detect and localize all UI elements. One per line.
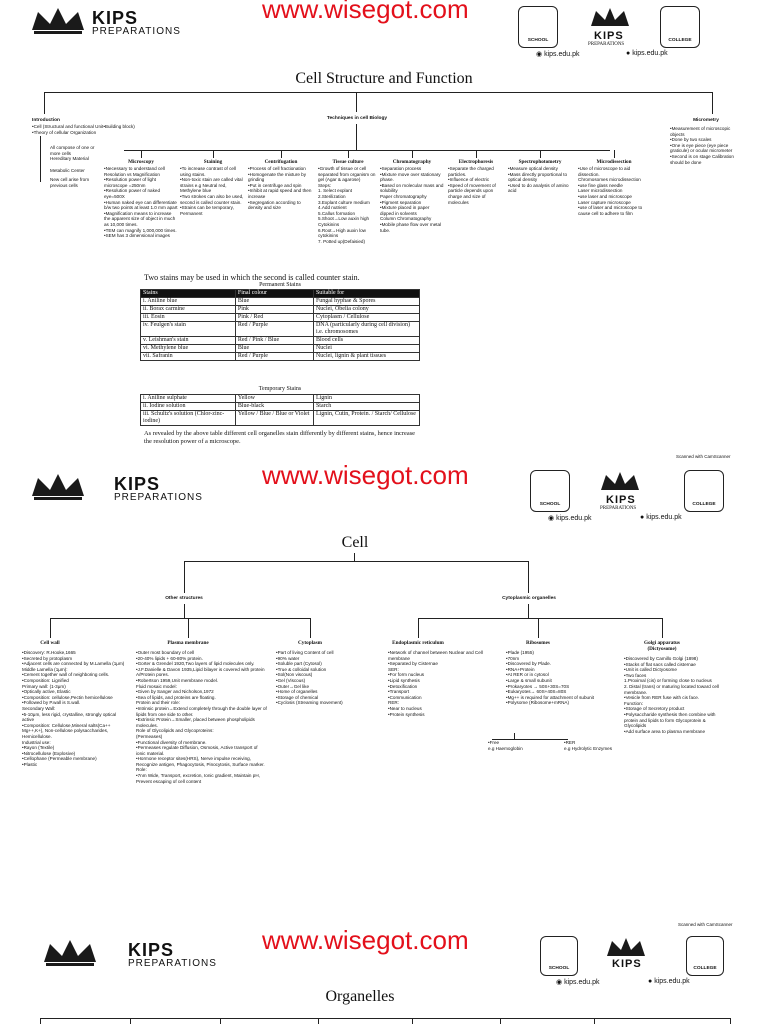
table-row — [141, 306, 420, 314]
technique-text: •Measure optical density •Mass directly proportional to optical density •Used to do analysis of amino acid — [508, 166, 569, 194]
tree-line — [662, 618, 663, 638]
organelle-text: •Discovery: R.Hooke,1665 •Secreted by protoplasm •Adjacent cells are connected by M.Lamella (1μm) Middle Lamella (1μm): •Cement together wall of neighboring cells. •Composition: Lignified Primary wall: (1-3μm) •Optically active, Elastic •Composition: cellulose,Pectin hemicellulose •Followed by P.wall is S.wall. Secondary Wall: •5-10μm, less rigid, crystalline, strongly optical active •Composition: Cellulose,Mineral salts(Ca++ Mg++,K+), Non-cellulose polysaccharides, Hemicellulose. Industrial use: •Rayon (Textile) •Nitrocellulose (Explosive) •Cellophane (Permeable membrane) •Plastic — [22, 650, 125, 767]
brand-name: KIPS — [128, 940, 175, 960]
tree-line — [412, 1018, 413, 1024]
table-cell: v. Leishman's stain — [141, 337, 236, 345]
watermark-url[interactable]: www.wisegot.com — [262, 460, 469, 490]
organelle-heading: Cell wall — [40, 640, 60, 646]
other-structures-heading: Other structures — [165, 596, 203, 601]
table-cell: Blood cells — [313, 337, 419, 345]
table-header-cell: Stains — [141, 290, 236, 298]
ribosome-rer: •RER e.g Hydrolytic Enzymes — [564, 740, 612, 751]
tree-line — [40, 1018, 41, 1024]
table-row — [141, 337, 420, 345]
table-cell: Nuclei, Obelia colony — [313, 306, 419, 314]
tree-line — [354, 553, 355, 561]
page1-title: Cell Structure and Function — [295, 70, 473, 87]
site-link-2[interactable]: ● kips.edu.pk — [640, 514, 682, 521]
tree-line — [418, 618, 662, 619]
technique-text: •Separate the charged particles. •Influence of electric •Speed of movement of particle depends upon charge and size of molecules — [448, 166, 496, 205]
table-cell: Red / Purple — [235, 322, 313, 337]
kips-crown-logo — [598, 470, 642, 494]
tree-line — [318, 1018, 319, 1024]
temporary-stains-caption: Temporary Stains — [258, 386, 302, 392]
tree-line — [528, 604, 529, 618]
brand-mini-sub: PREPARATIONS — [588, 42, 625, 47]
table-cell: Blue — [235, 345, 313, 353]
table-cell: iv. Feulgen's stain — [141, 322, 236, 337]
techniques-heading: Techniques in cell Biology — [326, 116, 388, 121]
table-cell: Lignin — [313, 395, 419, 403]
tree-line — [130, 1018, 131, 1024]
intro-item: Hereditary Material — [50, 156, 89, 161]
brand-sub: PREPARATIONS — [114, 492, 203, 503]
table-row — [141, 314, 420, 322]
table-cell: Nuclei, lignin & plant tissues — [313, 353, 419, 361]
tree-line — [44, 92, 712, 93]
site-link-2[interactable]: ● kips.edu.pk — [626, 50, 668, 57]
organelle-text: •Outer most boundary of cell •20-40% lipids + 60-80% protein. •Gorter & Grendel 1920,Two layers of lipid molecules only. •J.F.Danielle & Davon 1935,Lipid bilayer is covered with protein A/Protein pores. •Robertson 1959,Unit membrane model. Fluid mosaic model: •Given by Sanger and Nicholson,1972 •Sea of lipids, and proteins are floating. Protein and their role: •Intrinsic protein→Extend completely through the double layer of lipids from one side to other. •Extrinsic Protein→Smaller, placed between phospholipids molecules. Role of Glycolipids and Glycoproteins: (Permeases) •Functional diversity of membrane. •Permeases regulate Diffusion, Osmosis, Active transport of ionic material. •Hormone receptor sites(HRS), Nerve impulse receiving, Recognize antigen, Phagocytosis, Pinocytosis, Surface marker. Role: •7nm Wide, Transport, excretion, Ionic gradient, Maintain pH, Prevent escaping of cell content — [136, 650, 267, 784]
table-cell: Red / Pink / Blue — [235, 337, 313, 345]
technique-heading: Electrophoresis — [458, 159, 494, 165]
micrometry-heading: Micrometry — [693, 118, 719, 123]
intro-text: •Cell (Structural and functional Unit•Building block) •Theory of cellular Organization — [32, 124, 135, 135]
ribosome-free: •Free e.g Haemoglobin — [488, 740, 523, 751]
permanent-stains-table — [140, 289, 420, 361]
kips-crown-logo — [588, 6, 632, 30]
brand-mini: KIPS — [612, 958, 642, 970]
table-cell: Yellow — [235, 395, 313, 403]
facebook-icon: ● — [640, 514, 647, 521]
tree-line — [50, 618, 51, 638]
table-cell: Yellow / Blue / Blue or Violet — [235, 411, 313, 426]
technique-text: •Use of microscope to aid dissection. Chromosomes microdissection •use fine glass needle Laser microdissection •use laser and microscope Laser capture microscope •use of laser and microscope to cause cell to adhere to film — [578, 166, 643, 216]
technique-text: •Separation process •Mixture move over stationary phase. •Based on molecular mass and solubility Paper chromatography •Pigment separation •Mixture placed in paper dipped in solvents Column Chromatography •Mobile phase flow over metal tube. — [380, 166, 444, 233]
table-cell: Nuclei — [313, 345, 419, 353]
web-icon: ◉ — [556, 979, 565, 986]
intro-item: Metabolic Center — [50, 168, 85, 173]
tree-line — [44, 92, 45, 114]
page3-title: Organelles — [325, 988, 395, 1005]
tree-line — [540, 150, 541, 158]
brand-sub: PREPARATIONS — [92, 26, 181, 37]
kips-college-crest: COLLEGE — [660, 6, 700, 48]
brand-name: KIPS — [114, 474, 161, 494]
technique-heading: Microscopy — [128, 159, 154, 165]
tree-line — [220, 1018, 221, 1024]
table-header-row — [141, 290, 420, 298]
technique-heading: Chromatography — [392, 159, 432, 165]
table-row — [141, 345, 420, 353]
tree-line — [528, 561, 529, 593]
table-row — [141, 322, 420, 337]
organelle-heading: Cytoplasm — [298, 640, 322, 646]
organelle-text: •Plade (1955) •70nm •Discovered by Plade. •RNA+Protein •At RER or in cytosol •Large & small subunit •Prokaryotes → 50S+30S=70S •Eukaryotes→ 60S+40S=80S •Mg++ is required for attachment of subunit •Polysome (Ribosome+mRNA) — [506, 650, 594, 706]
table-cell: vii. Safranin — [141, 353, 236, 361]
tree-line — [356, 92, 357, 112]
technique-heading: Microdissection — [596, 159, 632, 165]
intro-heading: Introduction — [32, 118, 60, 123]
organelle-heading: Plasma membrane — [167, 640, 209, 646]
kips-crown-logo — [40, 938, 130, 968]
table-cell: ii. Borax carmine — [141, 306, 236, 314]
technique-text: •Growth of tissue or cell separated from organism on gel (Agar & agarose) Steps: 1. Select explant 2.Sterilization 3.Explant culture medium 4.Add nutrient 5.Callus formation 5.Shoot→Low auxin high Cytokinins 6.Root→High auxin low cytokinins 7. Potted up(Defaisied) — [318, 166, 376, 244]
facebook-icon: ● — [626, 50, 633, 57]
web-icon: ◉ — [548, 515, 557, 522]
table-cell: i. Aniline sulphate — [141, 395, 236, 403]
table-header-cell: Suitable for — [313, 290, 419, 298]
micrometry-text: •Measurement of microscopic objects •Done by two scales •One is eye piece (eye piece graticule) or ocular micrometer •Second is on stage Calibration should be done — [670, 126, 734, 165]
tree-line — [213, 150, 214, 158]
tree-line — [594, 1018, 595, 1024]
table-header-cell: Final colour — [235, 290, 313, 298]
tree-line — [730, 1018, 731, 1024]
stain-outro: As revealed by the above table different cell organelles stain differently by different stains, hence increase the resolution power of a microscope. — [144, 430, 416, 445]
technique-heading: Spectrophotometry — [518, 159, 562, 165]
table-cell: Cytoplasm / Cellulose — [313, 314, 419, 322]
kips-college-crest: COLLEGE — [684, 470, 724, 512]
organelle-text: •Part of living Content of cell •90% water •Soluble part (Cytosol) •True & colloidal solution •Sol(Non viscous) •Gel (Viscous) •Outer→Gel like •Home of organelles •Storage of chemical •Cyclosis (Streaming movement) — [276, 650, 343, 706]
brand-sub: PREPARATIONS — [128, 958, 217, 969]
kips-school-crest: SCHOOL — [530, 470, 570, 512]
kips-crown-logo — [604, 936, 648, 960]
tree-line — [281, 150, 282, 158]
technique-text: •Necessary to understand cell Resolution vs Magnification •Resolution power of light microscope =250nm •Resolution power of naked eye=500X •Human naked eye can differentiate b/w two points at least 1.0 mm apart •Magnification means to increase the apparent size of object in much as 10,000 times. •TEM can magnify 1,000,000 times. •SEM has 3 dimensional images — [104, 166, 178, 239]
table-cell: ii. Iodine solution — [141, 403, 236, 411]
page2-title: Cell — [341, 534, 369, 551]
scanned-note: Scanned with CamScanner — [676, 454, 731, 459]
table-cell: i. Aniline blue — [141, 298, 236, 306]
technique-text: •Process of cell fractionation •Homogenate the mixture by grinding •Put in centrifuge and spin •Inhibit at rapid speed and then increase •Segregation according to density and size — [248, 166, 312, 211]
site-link-1[interactable]: ◉ kips.edu.pk — [536, 51, 580, 58]
tree-line — [356, 124, 357, 150]
table-cell: Red / Purple — [235, 353, 313, 361]
watermark-url[interactable]: www.wisegot.com — [262, 0, 469, 24]
table-row — [141, 403, 420, 411]
tree-line — [614, 150, 615, 158]
brand-name: KIPS — [92, 8, 139, 28]
site-link-1[interactable]: ◉ kips.edu.pk — [548, 515, 592, 522]
watermark-url[interactable]: www.wisegot.com — [262, 925, 469, 955]
tree-line — [418, 618, 419, 638]
kips-crown-logo — [28, 472, 118, 502]
table-cell: iii. Schultz's solution (Chlor-zinc-iodine) — [141, 411, 236, 426]
facebook-icon: ● — [648, 978, 655, 985]
brand-mini-sub: PREPARATIONS — [600, 506, 637, 511]
tree-line — [40, 1018, 730, 1019]
tree-line — [310, 618, 311, 638]
tree-line — [412, 150, 413, 158]
organelle-text: •Discovered by Camillo Golgi (1898) •Stacks of flat sacs called cisternae •Unit is called Dictyosome •Two faces 1.Proximal (cis) or forming close to nucleus 2. Distal (trans) or maturing located toward cell membrane. •Vesicle from RER fuse with cis face. Function: •Storage of Secretory product •Polysaccharide synthesis then combine with protein and lipids to form Glycoprotein & Glycolipids •Add surface area to plasma membrane — [624, 656, 719, 734]
organelle-text: •Network of channel between Nuclear and Cell membrane •Separated by Cisternae SER: •For form nucleus •Lipid synthesis •Detoxification •Transport •Communication RER: •Near to nucleus •Protein synthesis — [388, 650, 483, 717]
table-row — [141, 411, 420, 426]
table-cell: Pink / Red — [235, 314, 313, 322]
table-row — [141, 395, 420, 403]
table-cell: Blue — [235, 298, 313, 306]
tree-line — [124, 150, 610, 151]
technique-heading: Centrifugation — [264, 159, 298, 165]
intro-item: New cell arise from previous cells — [50, 177, 90, 188]
organelle-heading: Golgi apparatus (Dictyosome) — [644, 640, 680, 652]
tree-line — [184, 561, 528, 562]
tree-line — [538, 618, 539, 638]
table-cell: Starch — [313, 403, 419, 411]
intro-item: All compose of one or more cells — [50, 145, 95, 156]
site-link-1[interactable]: ◉ kips.edu.pk — [556, 979, 600, 986]
table-cell: Blue-black — [235, 403, 313, 411]
table-cell: vi. Methylene blue — [141, 345, 236, 353]
tree-line — [348, 150, 349, 158]
tree-line — [40, 136, 41, 182]
table-cell: DNA (particularly during cell division) i.e. chromosomes — [313, 322, 419, 337]
tree-line — [50, 618, 310, 619]
tree-line — [141, 150, 142, 158]
table-cell: iii. Eosin — [141, 314, 236, 322]
tree-line — [184, 604, 185, 618]
brand-mini: KIPS — [594, 30, 624, 42]
temporary-stains-table — [140, 394, 420, 426]
scanned-note: Scanned with CamScanner — [678, 922, 733, 927]
technique-text: •To increase contrast of cell using stains. •Non-toxic stain are called vital strains e.g Neutral red, Methylene blue •Two strokes can also be used, second is called counter stain. •Strains can be temporary, Permanent — [180, 166, 244, 216]
tree-line — [184, 561, 185, 593]
tree-line — [188, 618, 189, 638]
organelle-heading: Ribosomes — [526, 640, 550, 646]
site-link-2[interactable]: ● kips.edu.pk — [648, 978, 690, 985]
tree-line — [500, 1018, 501, 1024]
tree-line — [712, 92, 713, 114]
table-cell: Pink — [235, 306, 313, 314]
table-cell: Lignin, Cutin, Protein. / Starch/ Cellulose — [313, 411, 419, 426]
tree-line — [476, 150, 477, 158]
stain-intro: Two stains may be used in which the second is called counter stain. — [144, 273, 360, 282]
table-row — [141, 353, 420, 361]
kips-school-crest: SCHOOL — [518, 6, 558, 48]
cytoplasmic-organelles-heading: Cytoplasmic organelles — [502, 596, 556, 601]
brand-mini: KIPS — [606, 494, 636, 506]
web-icon: ◉ — [536, 51, 545, 58]
technique-heading: Tissue culture — [332, 159, 364, 165]
kips-school-crest: SCHOOL — [540, 936, 578, 976]
technique-heading: Staining — [203, 159, 223, 165]
kips-college-crest: COLLEGE — [686, 936, 724, 976]
permanent-stains-caption: Permanent Stains — [259, 282, 301, 288]
table-cell: Fungal hyphae & Spores — [313, 298, 419, 306]
table-row — [141, 298, 420, 306]
organelle-heading: Endoplasmic reticulum — [392, 640, 444, 646]
